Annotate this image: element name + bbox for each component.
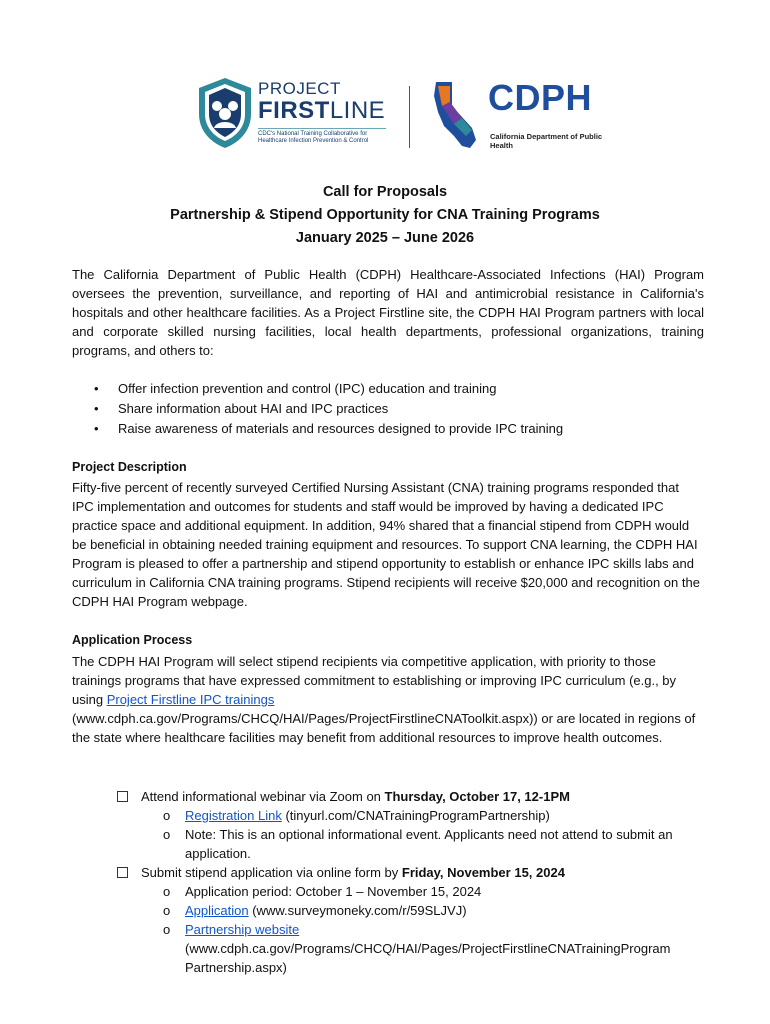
application-process-heading: Application Process xyxy=(72,633,193,647)
header-logos xyxy=(196,74,603,154)
sub-item: o Registration Link (tinyurl.com/CNATrainingProgramPartnership) xyxy=(163,808,550,823)
sub-item: o Note: This is an optional informational event. Applicants need not attend to submit an application. xyxy=(163,827,673,861)
pfl-firstline-text: FIRSTLINE xyxy=(258,97,386,124)
title-line-3: January 2025 – June 2026 xyxy=(295,230,475,246)
title-line-1: Call for Proposals xyxy=(322,184,448,200)
project-description-body: Fifty-five percent of recently surveyed Certified Nursing Assistant (CNA) training programs responded that IPC implementation and outcomes for students and staff would be improved by having a dedicated IPC practice space and additional equipment. In addition, 94% shared that a financial stipend from CDPH would be beneficial in obtaining needed training equipment and resources. To support CNA learning, the CDPH HAI Program is pleased to offer a partnership and stipend opportunity to establish or enhance IPC skills labs and curriculum in California CNA training programs. Stipend recipients will receive $20,000 and recognition on the CDPH HAI Program webpage. xyxy=(72,480,700,609)
checkbox-icon xyxy=(117,791,128,802)
goals-list xyxy=(92,379,563,439)
title-line-2: Partnership & Stipend Opportunity for CNA Training Programs xyxy=(170,207,600,223)
cdph-subtitle: California Department of Public Health xyxy=(490,132,603,150)
cdph-wordmark: CDPH xyxy=(488,77,593,118)
pfl-tagline: CDC's National Training Collaborative for Healthcare Infection Prevention & Control xyxy=(258,128,386,145)
california-map-icon xyxy=(432,76,488,156)
project-description-heading: Project Description xyxy=(72,460,187,474)
project-firstline-logo xyxy=(196,74,396,154)
list-item: • Share information about HAI and IPC practices xyxy=(92,399,563,419)
firstline-trainings-link[interactable]: Project Firstline IPC trainings xyxy=(106,692,275,707)
cdph-logo xyxy=(432,76,602,156)
partnership-website-link[interactable]: Partnership website xyxy=(185,922,300,937)
logo-divider xyxy=(409,86,410,148)
step-application: Submit stipend application via online form by Friday, November 15, 2024 xyxy=(117,863,677,882)
application-link[interactable]: Application xyxy=(185,903,249,918)
list-item: • Offer infection prevention and control (IPC) education and training xyxy=(92,379,563,399)
sub-item: o Application (www.surveymoneky.com/r/59SLJVJ) xyxy=(163,903,467,918)
application-process-body: The CDPH HAI Program will select stipend recipients via competitive application, with priority to those trainings programs that have expressed commitment to establishing or improving IPC curriculum (e.g., by using Project Firstline IPC trainings (www.cdph.ca.gov/Programs/CHCQ/HAI/Pages/ProjectFirstlineCNAToolkit.aspx)) or are located in regions of the state where healthcare facilities may benefit from additional resources to improve health outcomes. xyxy=(72,654,696,745)
shield-icon xyxy=(196,76,254,150)
intro-paragraph: The California Department of Public Health (CDPH) Healthcare-Associated Infections (HAI) Program oversees the prevention, surveillance, and reporting of HAI and antimicrobial resistance in California's hospitals and other healthcare facilities. As a Project Firstline site, the CDPH HAI Program partners with local and corporate skilled nursing facilities, local health departments, professional organizations, training programs, and others to: xyxy=(72,267,704,358)
pfl-project-text: PROJECT xyxy=(258,79,341,98)
registration-link[interactable]: Registration Link xyxy=(185,808,282,823)
application-steps xyxy=(117,787,677,977)
checkbox-icon xyxy=(117,867,128,878)
sub-item: o Partnership website (www.cdph.ca.gov/Programs/CHCQ/HAI/Pages/ProjectFirstlineCNATrainingProgramPartnership.aspx) xyxy=(163,922,671,975)
document-title xyxy=(0,181,770,250)
list-item: • Raise awareness of materials and resources designed to provide IPC training xyxy=(92,419,563,439)
sub-item: o Application period: October 1 – November 15, 2024 xyxy=(163,884,482,899)
step-webinar: Attend informational webinar via Zoom on Thursday, October 17, 12-1PM xyxy=(117,787,677,806)
